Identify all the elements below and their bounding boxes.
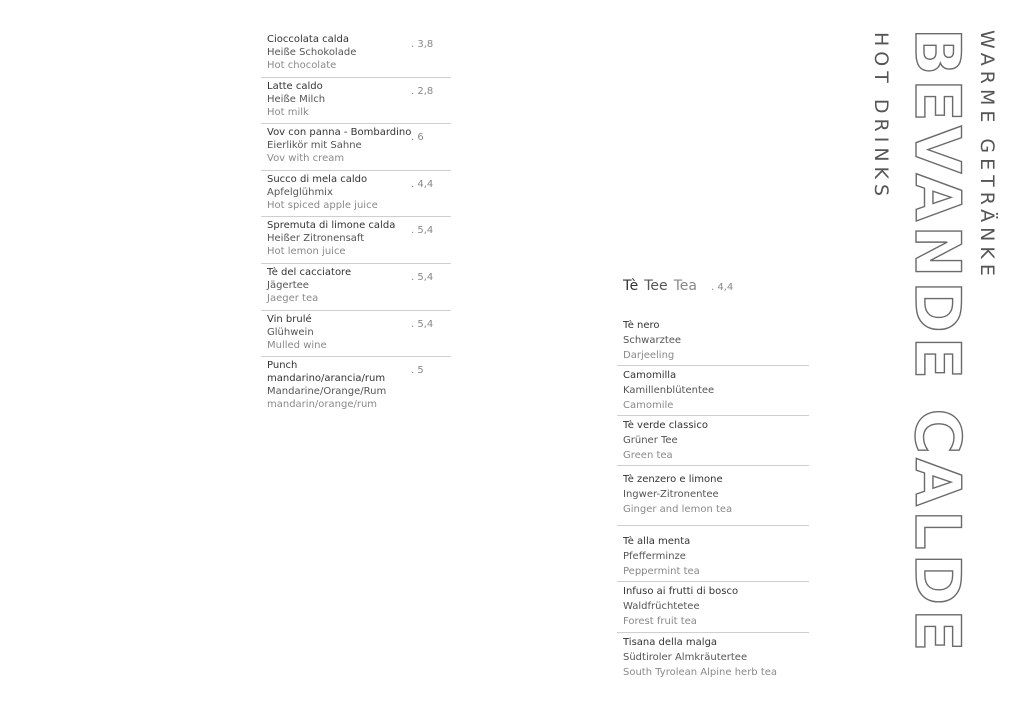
item-price: . 2,8 <box>411 85 434 97</box>
item-name-en: Vov with cream <box>267 153 345 165</box>
item-price: . 5,4 <box>411 271 434 283</box>
tea-item-menta <box>617 526 809 582</box>
tea-title-it: Tè <box>623 278 639 294</box>
item-name-en: Darjeeling <box>623 350 675 361</box>
tea-title-en: Tea <box>673 278 697 294</box>
menu-item-vov <box>261 124 451 171</box>
item-name-en: Camomile <box>623 400 674 411</box>
item-name-de: Heißer Zitronensaft <box>267 233 365 245</box>
item-name-en: mandarin/orange/rum <box>267 399 378 411</box>
tea-section-header <box>623 278 733 294</box>
item-name-de: Grüner Tee <box>623 435 678 446</box>
title-hot-drinks: HOT DRINKS <box>870 32 892 202</box>
item-name-it: Punch mandarino/arancia/rum <box>267 360 386 385</box>
item-name-de: Glühwein <box>267 326 314 338</box>
tea-item-frutti-bosco <box>617 582 809 633</box>
tea-item-camomilla <box>617 366 809 416</box>
item-price: . 4,4 <box>411 178 434 190</box>
item-price: . 5 <box>411 365 424 377</box>
item-name-it: Tè alla menta <box>623 536 691 547</box>
item-price: . 5,4 <box>411 318 434 330</box>
item-name-it: Cioccolata calda <box>267 34 350 45</box>
item-name-de: Eierlikör mit Sahne <box>267 140 362 152</box>
hot-drinks-list <box>261 31 451 411</box>
item-name-de: Apfelglühmix <box>267 186 333 198</box>
item-name-en: Hot milk <box>267 106 309 118</box>
item-name-de: Schwarztee <box>623 335 682 346</box>
item-name-it: Camomilla <box>623 370 677 381</box>
item-name-it: Tè nero <box>623 320 660 331</box>
menu-item-vin-brule <box>261 311 451 358</box>
tea-price: . 4,4 <box>710 282 734 293</box>
item-name-en: Hot lemon juice <box>267 246 346 258</box>
item-name-de: Jägertee <box>267 279 309 291</box>
item-name-de: Mandarine/Orange/Rum <box>267 386 387 398</box>
tea-title-de: Tee <box>644 278 668 294</box>
menu-item-cacciatore <box>261 264 451 311</box>
item-price: . 3,8 <box>411 39 434 50</box>
item-name-de: Südtiroler Almkräutertee <box>623 652 748 663</box>
item-name-it: Tè verde classico <box>623 420 708 431</box>
item-name-en: Ginger and lemon tea <box>623 504 733 515</box>
item-name-en: Mulled wine <box>267 339 327 351</box>
menu-item-succo-mela <box>261 171 451 218</box>
item-price: . 5,4 <box>411 225 434 237</box>
item-price: . 6 <box>411 132 424 144</box>
item-name-it: Succo di mela caldo <box>267 173 368 185</box>
title-warme-getraenke: WARME GETRÄNKE <box>976 30 998 281</box>
item-name-de: Heiße Schokolade <box>267 47 357 58</box>
item-name-en: Hot spiced apple juice <box>267 199 378 211</box>
item-name-de: Kamillenblütentee <box>623 385 715 396</box>
item-name-en: Peppermint tea <box>623 566 700 577</box>
tea-item-verde <box>617 416 809 466</box>
menu-item-spremuta <box>261 217 451 264</box>
item-name-en: Jaeger tea <box>267 292 319 304</box>
item-name-en: Forest fruit tea <box>623 616 697 627</box>
item-name-de: Pfefferminze <box>623 551 686 562</box>
title-bevande-calde: BEVANDE CALDE <box>901 28 974 656</box>
tea-item-zenzero <box>617 466 809 526</box>
tea-list <box>617 316 809 683</box>
item-name-it: Latte caldo <box>267 80 323 92</box>
menu-item-latte <box>261 78 451 125</box>
tea-item-nero <box>617 316 809 366</box>
item-name-it: Tè del cacciatore <box>267 266 352 278</box>
tea-item-malga <box>617 633 809 683</box>
item-name-en: Hot chocolate <box>267 60 337 71</box>
item-name-de: Waldfrüchtetee <box>623 601 700 612</box>
item-name-it: Spremuta di limone calda <box>267 220 396 232</box>
menu-item-punch <box>261 357 451 411</box>
item-name-it: Tisana della malga <box>623 637 718 648</box>
menu-item-cioccolata <box>261 31 451 78</box>
item-name-en: Green tea <box>623 450 673 461</box>
item-name-it: Vov con panna - Bombardino <box>267 127 412 139</box>
item-name-it: Vin brulé <box>267 313 312 325</box>
item-name-it: Infuso ai frutti di bosco <box>623 586 739 597</box>
item-name-en: South Tyrolean Alpine herb tea <box>623 667 778 678</box>
item-name-de: Heiße Milch <box>267 93 326 105</box>
item-name-de: Ingwer-Zitronentee <box>623 489 719 500</box>
item-name-it: Tè zenzero e limone <box>623 474 723 485</box>
